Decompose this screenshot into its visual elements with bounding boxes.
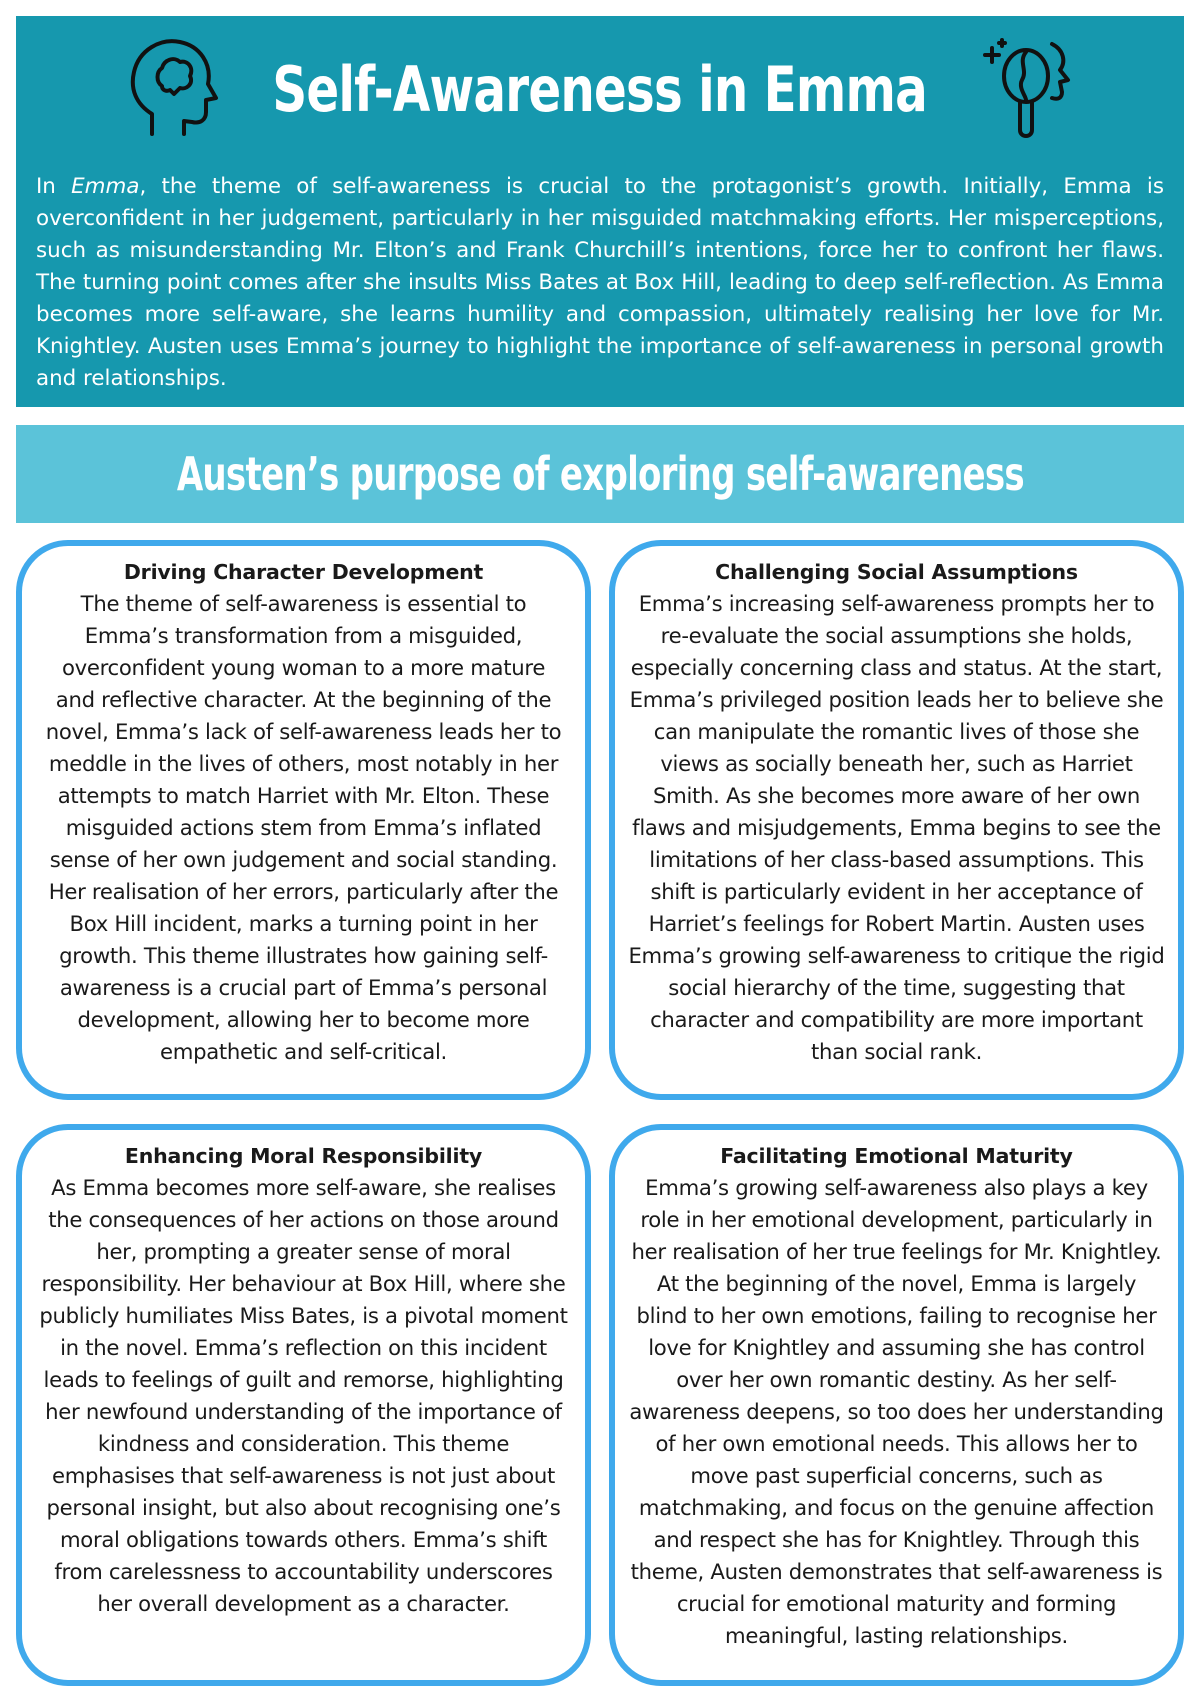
intro-lead: In: [36, 174, 72, 199]
mirror-reflection-icon: [978, 34, 1078, 144]
card-title: Facilitating Emotional Maturity: [720, 1144, 1073, 1168]
intro-novel-title: Emma: [71, 174, 140, 199]
card-driving-character-development: [16, 540, 591, 1100]
head-outline-icon: [122, 34, 222, 144]
intro-paragraph: [36, 171, 1164, 395]
page-title: Self-Awareness in Emma: [272, 52, 928, 126]
header-banner: [16, 16, 1184, 407]
card-title: Driving Character Development: [123, 560, 484, 584]
card-body: Emma’s growing self-awareness also plays a key role in her emotional development, particularly in her realisation of her true feelings for Mr. Knightley. At the beginning of the novel, Emma is largely blind to her own emotions, failing to recognise her love for Knightley and assuming she has control over her own romantic destiny. As her self-awareness deepens, so too does her understanding of her own emotional needs. This allows her to move past superficial concerns, such as matchmaking, and focus on the genuine affection and respect she has for Knightley. Through this theme, Austen demonstrates that self-awareness is crucial for emotional maturity and forming meaningful, lasting relationships.: [629, 1175, 1164, 1648]
card-title: Challenging Social Assumptions: [715, 560, 1078, 584]
card-enhancing-moral-responsibility: [16, 1124, 591, 1686]
card-title: Enhancing Moral Responsibility: [124, 1144, 483, 1168]
card-body: Emma’s increasing self-awareness prompts her to re-evaluate the social assumptions she holds, especially concerning class and status. At the start, Emma’s privileged position leads her to believe she can manipulate the romantic lives of those she views as socially beneath her, such as Harriet Smith. As she becomes more aware of her own flaws and misjudgements, Emma begins to see the limitations of her class-based assumptions. This shift is particularly evident in her acceptance of Harriet’s feelings for Robert Martin. Austen uses Emma’s growing self-awareness to critique the rigid social hierarchy of the time, suggesting that character and compatibility are more important than social rank.: [628, 591, 1165, 1064]
card-body: The theme of self-awareness is essential to Emma’s transformation from a misguided, overconfident young woman to a more mature and reflective character. At the beginning of the novel, Emma’s lack of self-awareness leads her to meddle in the lives of others, most notably in her attempts to match Harriet with Mr. Elton. These misguided actions stem from Emma’s inflated sense of her own judgement and social standing. Her realisation of her errors, particularly after the Box Hill incident, marks a turning point in her growth. This theme illustrates how gaining self-awareness is a crucial part of Emma’s personal development, allowing her to become more empathetic and self-critical.: [45, 591, 562, 1064]
card-facilitating-emotional-maturity: [609, 1124, 1184, 1686]
intro-text: , the theme of self-awareness is crucial to the protagonist’s growth. Initially, Emma is overconfident in her judgement, particularly in her misguided matchmaking efforts. Her misperceptions, such as misunderstanding Mr. Elton’s and Frank Churchill’s intentions, force her to confront her flaws. The turning point comes after she insults Miss Bates at Box Hill, leading to deep self-reflection. As Emma becomes more self-aware, she learns humility and compassion, ultimately realising her love for Mr. Knightley. Austen uses Emma’s journey to highlight the importance of self-awareness in personal growth and relationships.: [36, 174, 1164, 391]
section-heading-banner: [16, 425, 1184, 523]
title-row: [16, 30, 1184, 148]
card-challenging-social-assumptions: [609, 540, 1184, 1100]
section-heading: Austen’s purpose of exploring self-awareness: [176, 447, 1024, 501]
card-body: As Emma becomes more self-aware, she realises the consequences of her actions on those around her, prompting a greater sense of moral responsibility. Her behaviour at Box Hill, where she publicly humiliates Miss Bates, is a pivotal moment in the novel. Emma’s reflection on this incident leads to feelings of guilt and remorse, highlighting her newfound understanding of the importance of kindness and consideration. This theme emphasises that self-awareness is not just about personal insight, but also about recognising one’s moral obligations towards others. Emma’s shift from carelessness to accountability underscores her overall development as a character.: [39, 1175, 568, 1616]
